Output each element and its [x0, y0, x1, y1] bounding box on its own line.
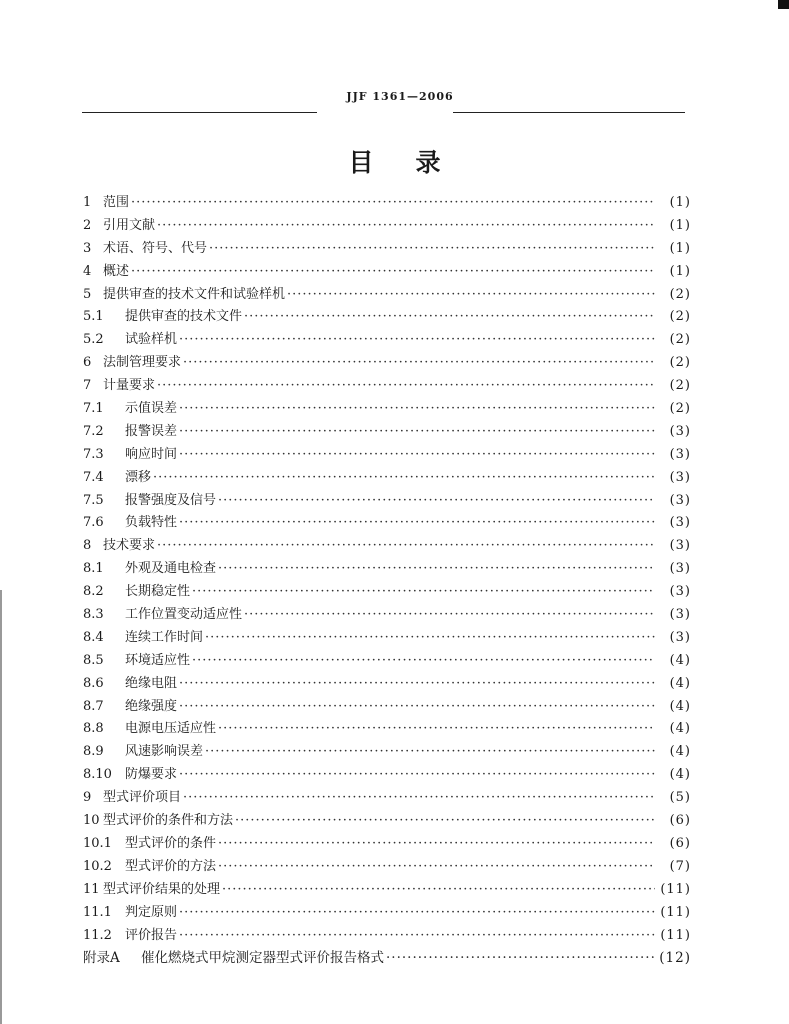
toc-entry[interactable]: [83, 238, 691, 261]
toc-entry[interactable]: [83, 490, 691, 513]
toc-entry[interactable]: [83, 215, 691, 238]
page-title: 目录: [348, 148, 483, 177]
toc-number: 6: [83, 355, 92, 371]
toc-page-number: (4): [669, 767, 691, 783]
toc-label: 环境适应性: [125, 652, 191, 668]
table-of-contents: [83, 192, 691, 970]
toc-label: 型式评价的条件: [125, 835, 217, 851]
toc-page-number: (4): [669, 744, 691, 760]
toc-dot-leader: [244, 604, 655, 627]
toc-label: 技术要求: [103, 538, 156, 554]
toc-dot-leader: [244, 306, 655, 329]
toc-page-number: (3): [669, 446, 691, 462]
toc-label: 引用文献: [103, 217, 156, 233]
toc-page-number: (1): [669, 195, 691, 210]
toc-dot-leader: [131, 261, 655, 284]
toc-number: 8.6: [83, 675, 104, 691]
toc-label: 提供审查的技术文件: [125, 309, 243, 325]
toc-dot-leader: [179, 329, 655, 352]
toc-number: 8.2: [83, 584, 104, 600]
toc-page-number: (4): [669, 721, 691, 737]
toc-number: 5.2: [83, 332, 104, 348]
toc-entry[interactable]: [83, 535, 691, 558]
toc-label: 报警强度及信号: [125, 492, 217, 508]
toc-dot-leader: [179, 673, 655, 696]
header-rule-left: [82, 112, 317, 113]
toc-entry[interactable]: [83, 810, 691, 833]
toc-page-number: (3): [669, 538, 691, 554]
toc-number: 9: [83, 790, 92, 806]
toc-page-number: (3): [669, 423, 691, 439]
toc-page-number: (1): [669, 240, 691, 256]
toc-label: 电源电压适应性: [125, 721, 217, 737]
toc-page-number: (3): [669, 584, 691, 600]
toc-number: 8.3: [83, 607, 104, 623]
toc-page-number: (6): [669, 813, 691, 829]
toc-dot-leader: [153, 467, 655, 490]
toc-label: 判定原则: [125, 904, 178, 920]
toc-dot-leader: [218, 833, 655, 856]
toc-entry[interactable]: [83, 787, 691, 810]
toc-dot-leader: [192, 581, 655, 604]
toc-page-number: (3): [669, 492, 691, 508]
toc-entry[interactable]: [83, 306, 691, 329]
toc-entry[interactable]: [83, 764, 691, 787]
toc-page-number: (2): [669, 355, 691, 371]
toc-label: 连续工作时间: [125, 629, 204, 645]
toc-number: 2: [83, 217, 92, 233]
toc-label: 概述: [103, 263, 130, 279]
toc-label: 绝缘强度: [125, 698, 178, 714]
toc-dot-leader: [205, 741, 655, 764]
toc-label: 催化燃烧式甲烷测定器型式评价报告格式: [141, 950, 384, 967]
toc-number: 7: [83, 378, 92, 394]
toc-page-number: (4): [669, 698, 691, 714]
toc-label: 风速影响误差: [125, 744, 204, 760]
toc-page-number: (2): [669, 401, 691, 417]
toc-entry[interactable]: [83, 398, 691, 421]
toc-dot-leader: [179, 444, 655, 467]
toc-number: 10: [83, 813, 100, 829]
toc-entry[interactable]: [83, 856, 691, 879]
toc-dot-leader: [287, 284, 655, 307]
toc-dot-leader: [205, 627, 655, 650]
toc-dot-leader: [179, 925, 655, 948]
toc-page-number: (7): [669, 858, 691, 874]
toc-label: 外观及通电检查: [125, 561, 217, 577]
toc-number: 4: [83, 263, 92, 279]
toc-entry[interactable]: [83, 673, 691, 696]
toc-page-number: (11): [660, 881, 691, 897]
toc-number: 8.8: [83, 721, 104, 737]
toc-number: 10.1: [83, 835, 112, 851]
toc-page-number: (3): [669, 629, 691, 645]
toc-number: 7.1: [83, 401, 104, 417]
toc-label: 型式评价结果的处理: [103, 881, 221, 897]
toc-entry[interactable]: [83, 444, 691, 467]
toc-entry[interactable]: [83, 581, 691, 604]
scan-corner-mark: [778, 0, 789, 9]
toc-number: 11.1: [83, 904, 112, 920]
toc-dot-leader: [179, 696, 655, 719]
toc-number: 附录A: [83, 950, 120, 967]
toc-page-number: (3): [669, 607, 691, 623]
toc-dot-leader: [179, 764, 655, 787]
toc-dot-leader: [386, 947, 655, 970]
toc-page-number: (1): [669, 217, 691, 233]
toc-number: 7.6: [83, 515, 104, 531]
toc-entry[interactable]: [83, 284, 691, 307]
toc-page-number: (12): [659, 950, 691, 967]
toc-number: 7.5: [83, 492, 104, 508]
toc-label: 绝缘电阻: [125, 675, 178, 691]
toc-number: 10.2: [83, 858, 112, 874]
toc-number: 3: [83, 240, 92, 256]
toc-number: 8.10: [83, 767, 112, 783]
toc-page-number: (3): [669, 561, 691, 577]
toc-page-number: (2): [669, 378, 691, 394]
toc-label: 计量要求: [103, 378, 156, 394]
toc-number: 11.2: [83, 927, 112, 943]
toc-number: 8.4: [83, 629, 104, 645]
toc-dot-leader: [131, 192, 655, 215]
toc-page-number: (5): [669, 790, 691, 806]
toc-label: 报警误差: [125, 423, 178, 439]
toc-dot-leader: [218, 856, 655, 879]
toc-label: 试验样机: [125, 332, 178, 348]
toc-dot-leader: [179, 902, 655, 925]
toc-number: 5.1: [83, 309, 104, 325]
toc-entry[interactable]: [83, 352, 691, 375]
toc-page-number: (4): [669, 675, 691, 691]
toc-dot-leader: [222, 879, 655, 902]
toc-entry[interactable]: [83, 329, 691, 352]
toc-number: 7.4: [83, 469, 104, 485]
toc-entry[interactable]: [83, 741, 691, 764]
toc-entry[interactable]: [83, 902, 691, 925]
toc-entry[interactable]: [83, 650, 691, 673]
toc-label: 漂移: [125, 469, 152, 485]
toc-page-number: (11): [660, 927, 691, 943]
toc-label: 防爆要求: [125, 767, 178, 783]
toc-entry[interactable]: [83, 467, 691, 490]
toc-dot-leader: [183, 352, 655, 375]
toc-number: 11: [83, 881, 100, 897]
toc-dot-leader: [157, 375, 655, 398]
toc-page-number: (1): [669, 263, 691, 279]
toc-label: 评价报告: [125, 927, 178, 943]
toc-number: 8.1: [83, 561, 104, 577]
toc-label: 术语、符号、代号: [103, 240, 208, 256]
toc-page-number: (11): [660, 904, 691, 920]
toc-number: 8.5: [83, 652, 104, 668]
toc-label: 型式评价的条件和方法: [103, 813, 234, 829]
toc-entry[interactable]: [83, 833, 691, 856]
toc-dot-leader: [179, 398, 655, 421]
toc-page-number: (3): [669, 515, 691, 531]
toc-entry[interactable]: [83, 375, 691, 398]
toc-number: 7.3: [83, 446, 104, 462]
toc-label: 工作位置变动适应性: [125, 607, 243, 623]
toc-dot-leader: [218, 558, 655, 581]
toc-dot-leader: [192, 650, 655, 673]
toc-page-number: (3): [669, 469, 691, 485]
toc-dot-leader: [209, 238, 655, 261]
toc-page-number: (6): [669, 835, 691, 851]
toc-entry[interactable]: [83, 718, 691, 741]
toc-entry[interactable]: [83, 421, 691, 444]
toc-label: 法制管理要求: [103, 355, 182, 371]
toc-dot-leader: [183, 787, 655, 810]
toc-entry[interactable]: [83, 512, 691, 535]
toc-label: 型式评价的方法: [125, 858, 217, 874]
toc-entry[interactable]: [83, 261, 691, 284]
toc-dot-leader: [157, 535, 655, 558]
toc-page-number: (4): [669, 652, 691, 668]
toc-number: 8.9: [83, 744, 104, 760]
toc-dot-leader: [179, 421, 655, 444]
toc-entry[interactable]: [83, 925, 691, 948]
toc-label: 范围: [103, 195, 130, 210]
toc-number: 5: [83, 286, 92, 302]
toc-number: 8.7: [83, 698, 104, 714]
toc-label: 长期稳定性: [125, 584, 191, 600]
toc-entry[interactable]: [83, 696, 691, 719]
toc-label: 负载特性: [125, 515, 178, 531]
toc-page-number: (2): [669, 332, 691, 348]
toc-dot-leader: [157, 215, 655, 238]
toc-dot-leader: [179, 512, 655, 535]
standard-code: JJF 1361—2006: [346, 90, 454, 103]
toc-number: 7.2: [83, 423, 104, 439]
toc-entry[interactable]: [83, 947, 691, 970]
toc-page-number: (2): [669, 309, 691, 325]
toc-dot-leader: [218, 490, 655, 513]
toc-dot-leader: [235, 810, 655, 833]
header-rule-right: [453, 112, 685, 113]
toc-label: 型式评价项目: [103, 790, 182, 806]
toc-dot-leader: [218, 718, 655, 741]
toc-label: 提供审查的技术文件和试验样机: [103, 286, 286, 302]
toc-entry[interactable]: [83, 604, 691, 627]
toc-page-number: (2): [669, 286, 691, 302]
scan-edge-shadow: [0, 590, 2, 1024]
toc-number: 1: [83, 195, 92, 210]
toc-entry[interactable]: [83, 558, 691, 581]
toc-entry[interactable]: [83, 879, 691, 902]
toc-label: 响应时间: [125, 446, 178, 462]
toc-entry[interactable]: [83, 192, 691, 215]
toc-number: 8: [83, 538, 92, 554]
toc-entry[interactable]: [83, 627, 691, 650]
toc-label: 示值误差: [125, 401, 178, 417]
